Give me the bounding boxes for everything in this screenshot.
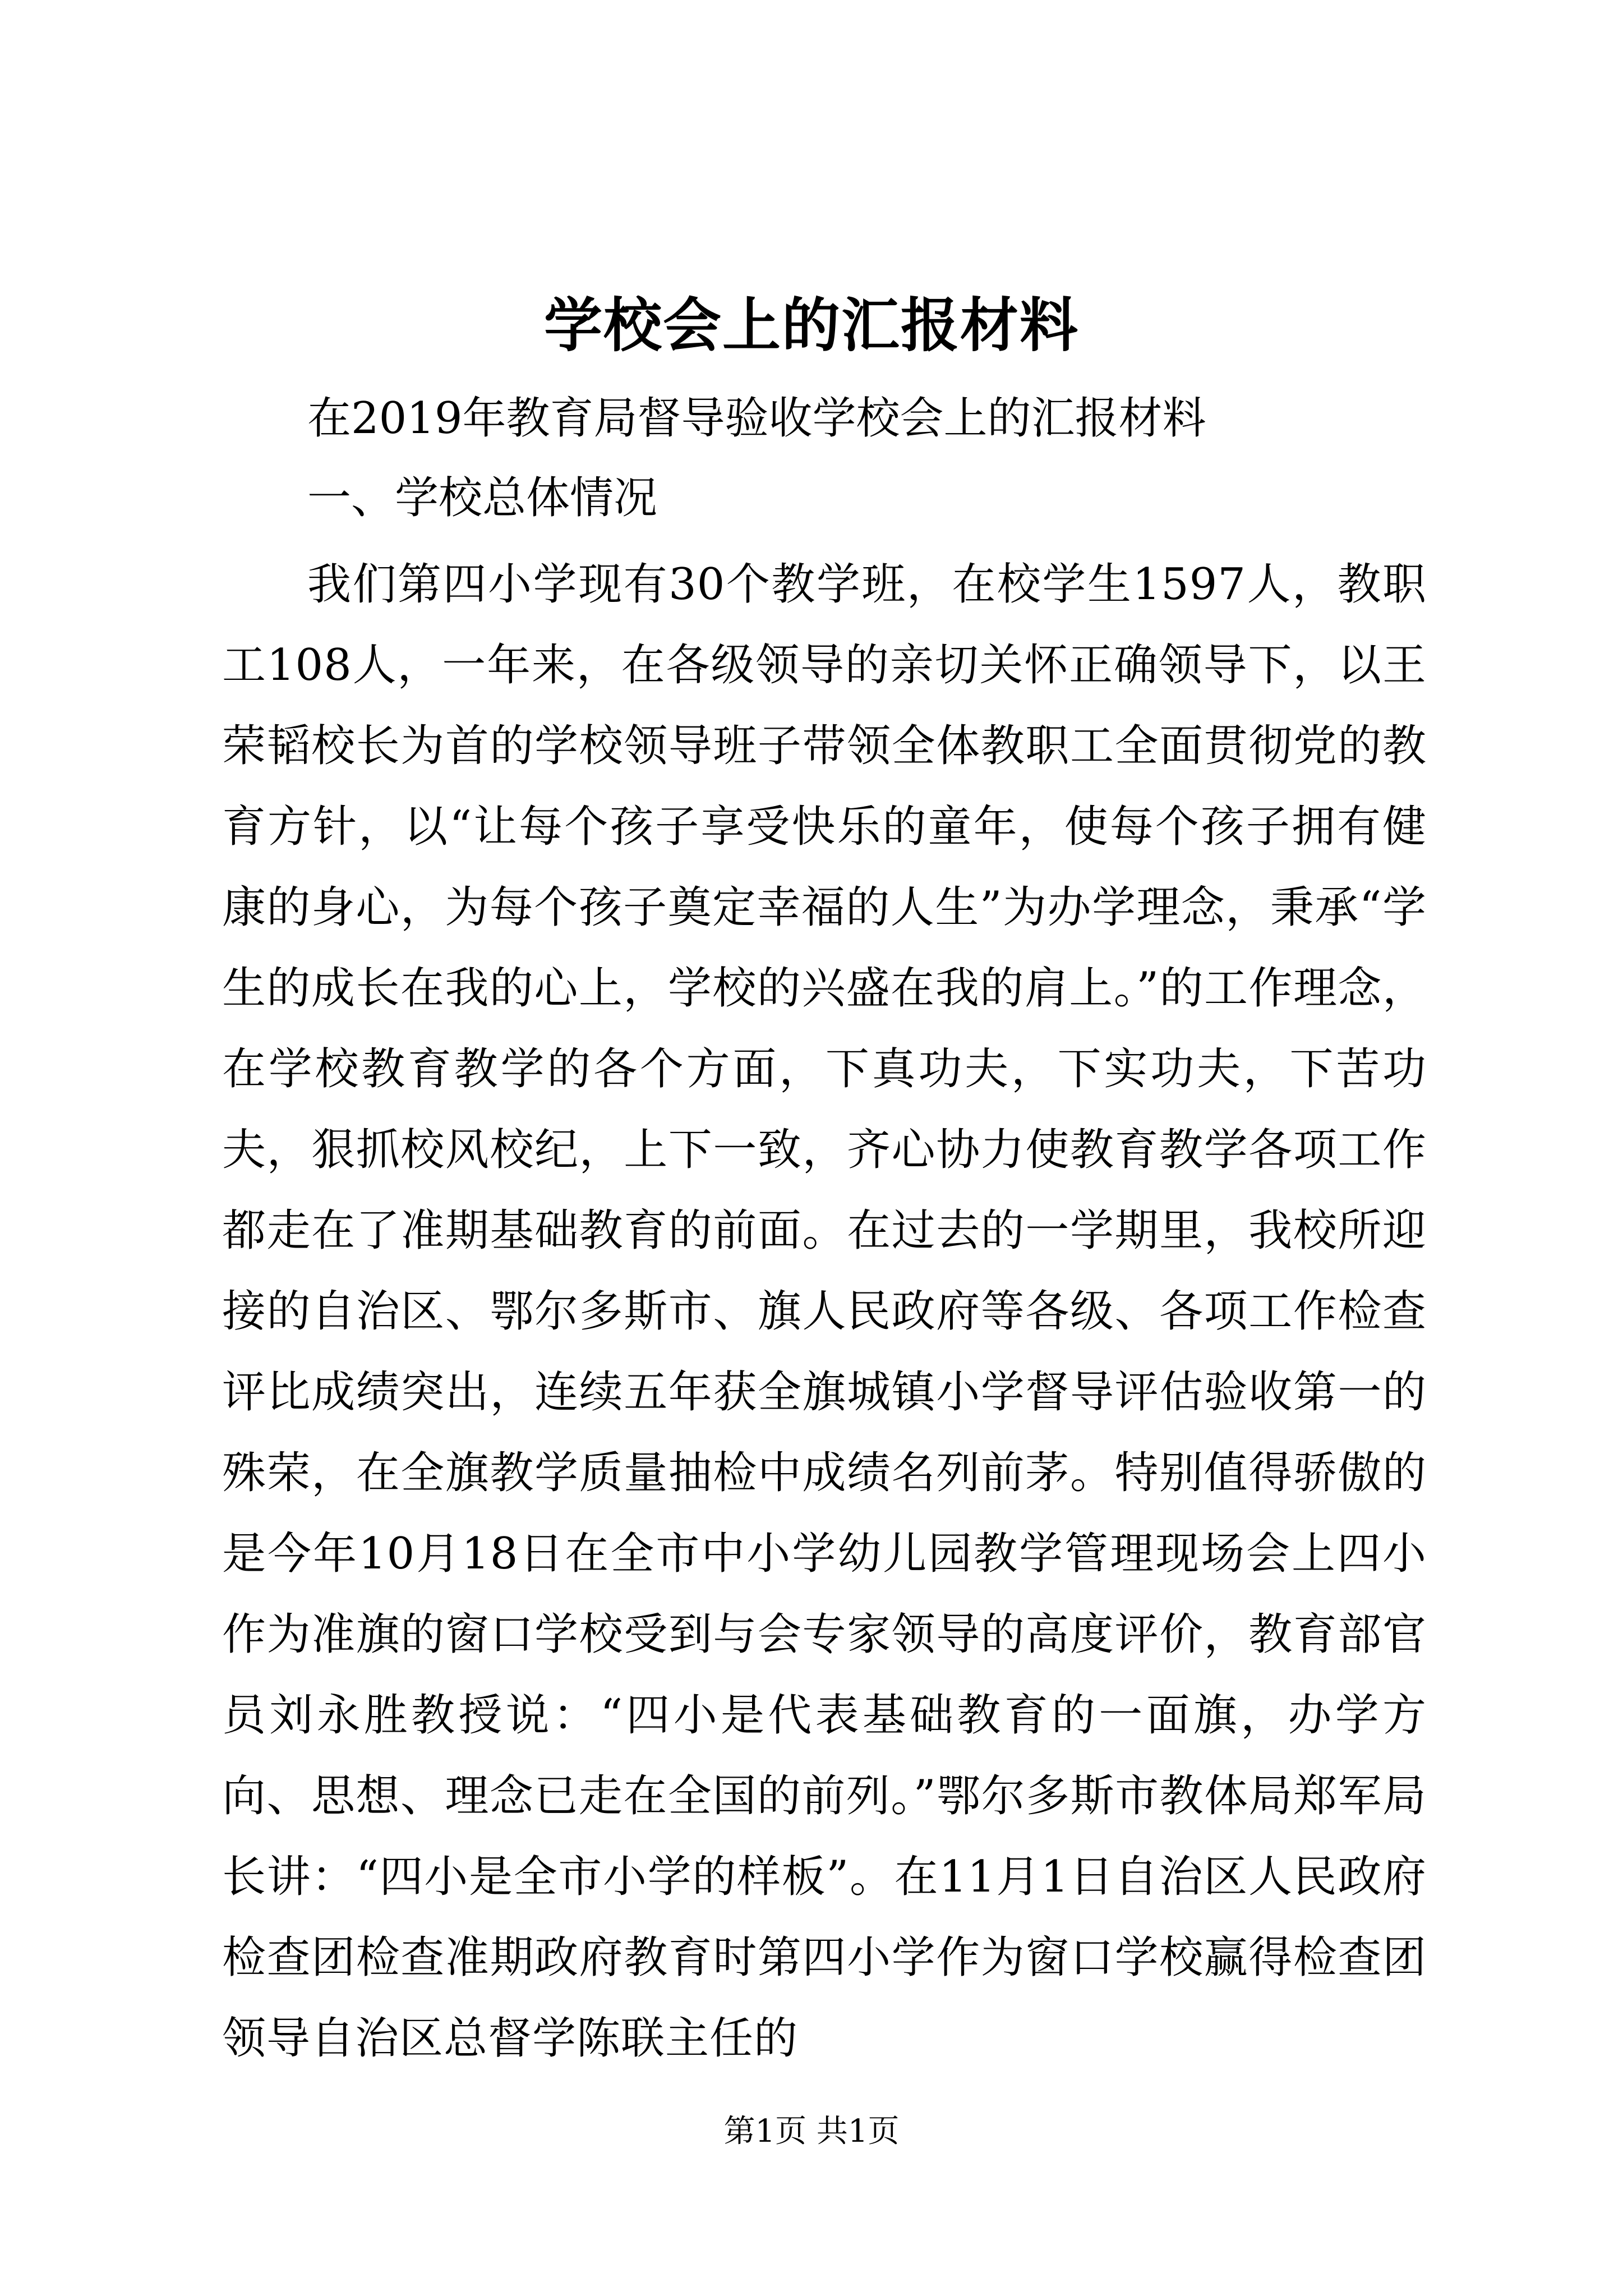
body-paragraph: 我们第四小学现有30个教学班，在校学生1597人，教职工108人，一年来，在各级领导的亲切关怀正确领导下，以王荣韬校长为首的学校领导班子带领全体教职工全面贯彻党的教育方针，以“让每个孩子享受快乐的童年，使每个孩子拥有健康的身心，为每个孩子奠定幸福的人生”为办学理念，秉承“学生的成长在我的心上，学校的兴盛在我的肩上。”的工作理念，在学校教育教学的各个方面，下真功夫，下实功夫，下苦功夫，狠抓校风校纪，上下一致，齐心协力使教育教学各项工作都走在了准期基础教育的前面。在过去的一学期里，我校所迎接的自治区、鄂尔多斯市、旗人民政府等各级、各项工作检查评比成绩突出，连续五年获全旗城镇小学督导评估验收第一的殊荣，在全旗教学质量抽检中成绩名列前茅。特别值得骄傲的是今年10月18日在全市中小学幼儿园教学管理现场会上四小作为准旗的窗口学校受到与会专家领导的高度评价，教育部官员刘永胜教授说：“四小是代表基础教育的一面旗，办学方向、思想、理念已走在全国的前列。”鄂尔多斯市教体局郑军局长讲：“四小是全市小学的样板”。在11月1日自治区人民政府检查团检查准期政府教育时第四小学作为窗口学校赢得检查团领导自治区总督学陈联主任的 [222,559,1427,2064]
document-title: 学校会上的汇报材料 [543,291,1079,360]
page-number-footer: 第1页 共1页 [723,2113,900,2150]
section-heading: 一、学校总体情况 [307,473,658,523]
document-subtitle: 在2019年教育局督导验收学校会上的汇报材料 [307,393,1206,444]
